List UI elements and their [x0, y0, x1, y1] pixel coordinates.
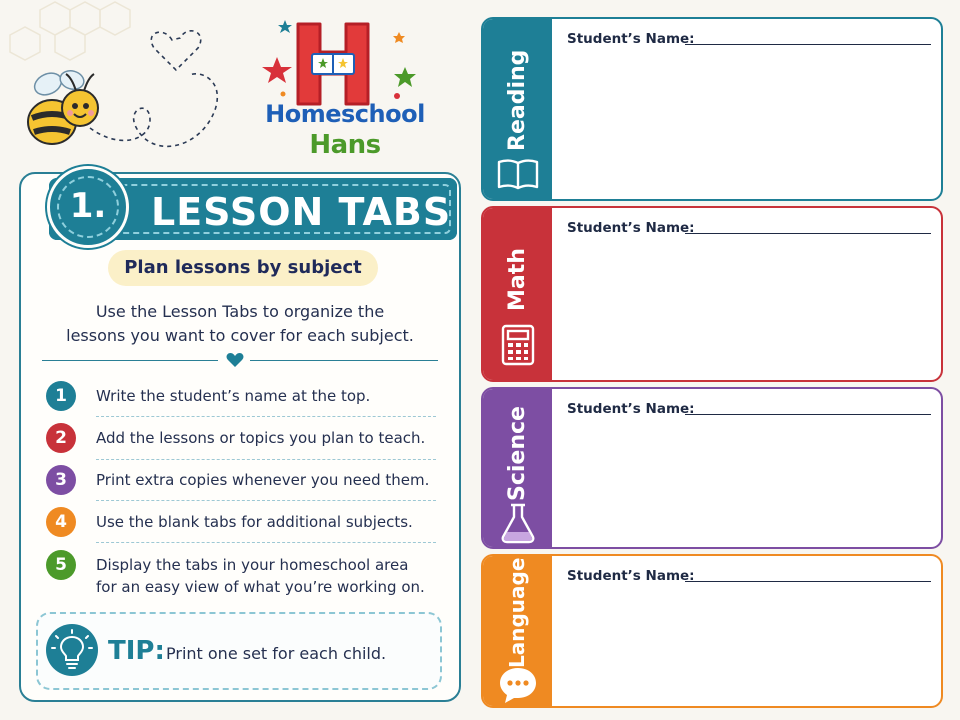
- bee-icon: [22, 66, 104, 152]
- subtitle-pill: Plan lessons by subject: [108, 250, 378, 286]
- student-name-line[interactable]: [685, 581, 931, 582]
- intro-line-2: lessons you want to cover for each subject.: [66, 326, 414, 345]
- banner-number: 1.: [69, 186, 107, 226]
- flask-icon: [495, 499, 541, 545]
- divider-left: [42, 360, 218, 361]
- student-name-label: Student’s Name:: [567, 401, 695, 417]
- tab-language: [481, 554, 943, 708]
- tab-subject-language: Language: [505, 557, 529, 668]
- letter-h-icon: [292, 18, 374, 110]
- tab-side-science: [483, 389, 552, 547]
- tab-side-reading: [483, 19, 552, 199]
- step-separator: [96, 500, 436, 501]
- banner-title: LESSON TABS: [151, 190, 452, 234]
- open-book-icon: [495, 151, 541, 197]
- step-text: Use the blank tabs for additional subjects.: [96, 513, 413, 531]
- tab-side-language: [483, 556, 552, 706]
- speech-bubble-icon: [495, 662, 541, 708]
- step-text: Print extra copies whenever you need them.: [96, 471, 430, 489]
- homeschool-hans-logo: [255, 12, 435, 162]
- student-name-line[interactable]: [685, 44, 931, 45]
- intro-line-1: Use the Lesson Tabs to organize the: [95, 302, 385, 321]
- tip-label: TIP:: [108, 636, 165, 666]
- step-separator: [96, 459, 436, 460]
- calculator-icon: [495, 322, 541, 368]
- step-text: Write the student’s name at the top.: [96, 387, 371, 405]
- step-3: [46, 465, 436, 495]
- step-1: [46, 381, 436, 411]
- step-number: 3: [46, 465, 76, 495]
- tab-reading: [481, 17, 943, 201]
- step-number: 5: [46, 550, 76, 580]
- tab-science: [481, 387, 943, 549]
- banner-number-badge: [47, 166, 129, 248]
- divider-right: [250, 360, 438, 361]
- tip-text: Print one set for each child.: [166, 644, 387, 663]
- step-number: 1: [46, 381, 76, 411]
- step-separator: [96, 542, 436, 543]
- intro-text: [30, 300, 450, 348]
- student-name-line[interactable]: [685, 414, 931, 415]
- tab-subject-reading: Reading: [505, 49, 530, 151]
- student-name-line[interactable]: [685, 233, 931, 234]
- lightbulb-icon: [46, 624, 98, 676]
- tab-math: [481, 206, 943, 382]
- tab-subject-math: Math: [505, 248, 530, 311]
- step-text-line-1: Display the tabs in your homeschool area: [96, 556, 409, 574]
- step-number: 2: [46, 423, 76, 453]
- step-5: [46, 550, 436, 600]
- step-separator: [96, 416, 436, 417]
- student-name-label: Student’s Name:: [567, 31, 695, 47]
- step-2: [46, 423, 436, 453]
- step-text-line-2: for an easy view of what you’re working on.: [96, 578, 425, 596]
- student-name-label: Student’s Name:: [567, 568, 695, 584]
- step-number: 4: [46, 507, 76, 537]
- tab-subject-science: Science: [505, 406, 530, 501]
- heart-icon: [226, 352, 244, 368]
- step-text: Add the lessons or topics you plan to teach.: [96, 429, 426, 447]
- tab-side-math: [483, 208, 552, 380]
- student-name-label: Student’s Name:: [567, 220, 695, 236]
- tip-box: [36, 612, 442, 690]
- step-4: [46, 507, 436, 537]
- logo-text-hans: Hans: [309, 130, 381, 160]
- step-text: [96, 554, 440, 598]
- logo-text-homeschool: Homeschool: [265, 100, 425, 128]
